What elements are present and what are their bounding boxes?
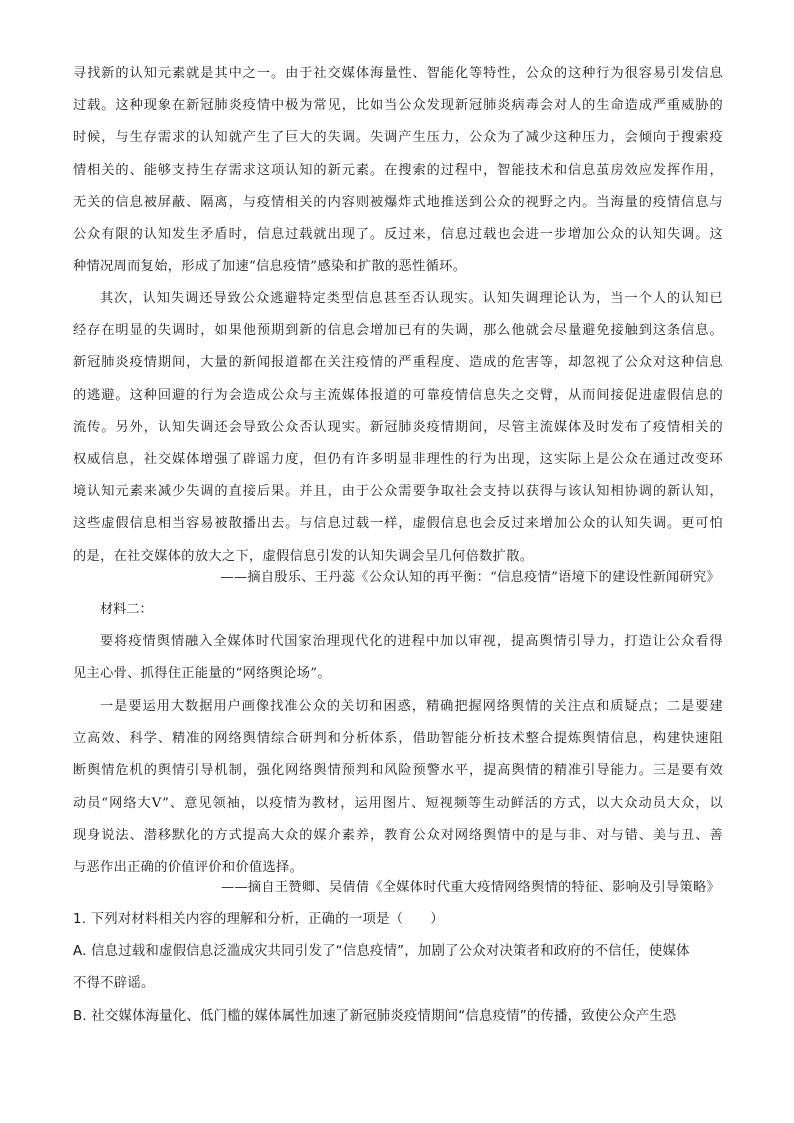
text-line: 一是要运用大数据用户画像找准公众的关切和困惑，精确把握网络舆情的关注点和质疑点；二是要建 (100, 699, 723, 714)
option-b: B. 社交媒体海量化、低门槛的媒体属性加速了新冠肺炎疫情期间“信息疫情”的传播，致使公众产生恐 (73, 1008, 677, 1024)
text-line: 现身说法、潜移默化的方式提高大众的媒介素养，教育公众对网络舆情中的是与非、对与错、美与丑、善 (73, 827, 723, 843)
text-line: 的逃避。这种回避的行为会造成公众与主流媒体报道的可靠疫情信息失之交臂，从而间接促进虚假信息的 (73, 387, 723, 403)
text-line: 经存在明显的失调时，如果他预期到新的信息会增加已有的失调，那么他就会尽量避免接触到这条信息。 (73, 323, 723, 339)
option-a: A. 信息过载和虚假信息泛滥成灾共同引发了“信息疫情”，加剧了公众对决策者和政府的不信任，使媒体 (73, 944, 690, 960)
text-line: 情相关的、能够支持生存需求这项认知的新元素。在搜索的过程中，智能技术和信息茧房效应发挥作用， (73, 162, 723, 178)
text-line: 寻找新的认知元素就是其中之一。由于社交媒体海量性、智能化等特性，公众的这种行为很容易引发信息 (73, 66, 723, 81)
citation-source-2: ——摘自王赞卿、吴倩倩《全媒体时代重大疫情网络舆情的特征、影响及引导策略》 (220, 880, 720, 895)
text-line: 见主心骨、抓得住正能量的“网络舆论场”。 (73, 666, 331, 682)
text-line: 权威信息，社交媒体增强了辟谣力度，但仍有许多明显非理性的行为出现，这实际上是公众在通过改变环 (73, 452, 723, 468)
text-line: 过载。这种现象在新冠肺炎疫情中极为常见，比如当公众发现新冠肺炎病毒会对人的生命造成严重威胁的 (73, 98, 723, 114)
text-line: 立高效、科学、精准的网络舆情综合研判和分析体系，借助智能分析技术整合提炼舆情信息，构建快速阻 (73, 731, 723, 747)
text-line: 要将疫情舆情融入全媒体时代国家治理现代化的进程中加以审视，提高舆情引导力，打造让公众看得 (100, 634, 723, 649)
text-line: 动员“网络大V”、意见领袖，以疫情为教材，运用图片、短视频等生动鲜活的方式，以大众动员大众，以 (73, 795, 723, 811)
option-a-continued: 不得不辟谣。 (73, 976, 155, 992)
question-stem: 1. 下列对材料相关内容的理解和分析，正确的一项是（ ） (73, 912, 444, 927)
text-line: 时候，与生存需求的认知就产生了巨大的失调。失调产生压力，公众为了减少这种压力，会倾向于搜索疫 (73, 130, 723, 146)
text-line: 境认知元素来减少失调的直接后果。并且，由于公众需要争取社会支持以获得与该认知相协调的新认知， (73, 484, 723, 500)
text-line: 种情况周而复始，形成了加速“信息疫情”感染和扩散的恶性循环。 (73, 259, 467, 275)
text-line: 这些虚假信息相当容易被散播出去。与信息过载一样，虚假信息也会反过来增加公众的认知失调。更可怕 (73, 516, 723, 532)
text-line: 新冠肺炎疫情期间，大量的新闻报道都在关注疫情的严重程度、造成的危害等，却忽视了公众对这种信息 (73, 355, 723, 371)
paragraph-public-opinion (73, 626, 723, 690)
text-line: 的是，在社交媒体的放大之下，虚假信息引发的认知失调会呈几何倍数扩散。 (73, 548, 534, 564)
text-line: 断舆情危机的舆情引导机制，强化网络舆情预判和风险预警水平，提高舆情的精准引导能力。三是要有效 (73, 763, 723, 779)
material-two-label: 材料二： (100, 602, 153, 617)
citation-source-1: ——摘自殷乐、王丹蕊《公众认知的再平衡：“信息疫情”语境下的建设性新闻研究》 (220, 570, 720, 585)
paragraph-cognitive-dissonance (73, 283, 723, 573)
question-1 (73, 904, 723, 1033)
paragraph-continuation (73, 58, 723, 283)
text-line: 公众有限的认知发生矛盾时，信息过载就出现了。反过来，信息过载也会进一步增加公众的认知失调。这 (73, 227, 723, 243)
text-line: 与恶作出正确的价值评价和价值选择。 (73, 860, 304, 876)
paragraph-strategies (73, 691, 723, 884)
text-line: 其次，认知失调还导致公众逃避特定类型信息甚至否认现实。认知失调理论认为，当一个人的认知已 (100, 291, 723, 306)
text-line: 流传。另外，认知失调还会导致公众否认现实。新冠肺炎疫情期间，尽管主流媒体及时发布了疫情相关的 (73, 419, 723, 435)
text-line: 无关的信息被屏蔽、隔离，与疫情相关的内容则被爆炸式地推送到公众的视野之内。当海量的疫情信息与 (73, 194, 723, 210)
